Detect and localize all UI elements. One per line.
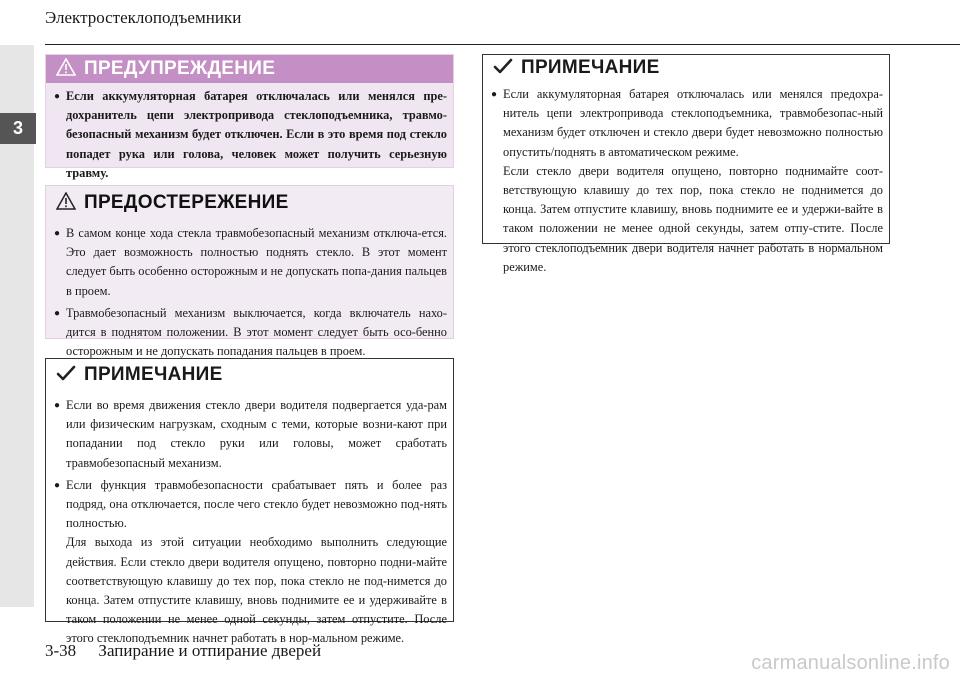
warning-item xyxy=(54,87,447,183)
caution-title: ПРЕДОСТЕРЕЖЕНИЕ xyxy=(84,192,289,213)
note-right-item-text: ● Если аккумуляторная батарея отключалась или менялся предохра-нитель цепи электропривода стеклоподъемника, травмобезопас-ный механизм будет отключен и стекло двери будет невозможно полностью опустить/поднять в автоматическом режиме. xyxy=(503,87,883,159)
note-right-item xyxy=(491,85,883,277)
note-box-left xyxy=(45,358,454,646)
note-left-item-text: ● Если во время движения стекло двери водителя подвергается уда-рам или физическим нагрузкам, сходным с теми, которые возни-кают при попадании под стекло руки или головы, может сработать травмобезопасный механизм. xyxy=(66,398,447,470)
page-number: 3-38 xyxy=(45,641,77,660)
warning-box xyxy=(45,54,454,180)
watermark-text: carmanualsonline.info xyxy=(751,652,950,674)
note-box-right xyxy=(482,54,890,274)
section-title: Запирание и отпирание дверей xyxy=(98,641,322,660)
pencil-note-icon xyxy=(56,364,76,387)
warning-triangle-icon xyxy=(56,58,76,81)
note-right-title: ПРИМЕЧАНИЕ xyxy=(521,57,660,78)
note-left-item-text: Для выхода из этой ситуации необходимо выполнить следующие действия. Если стекло двери водителя опущено, повторно подни-майте соответствующую клавишу до тех пор, пока стекло не под-нимется до конца. Затем отпустите клавишу, вновь поднимите ее и удерживайте в таком положении не менее одной секунды, затем отпустите. После этого стеклоподъемник начнет работать в нор-мальном режиме. xyxy=(66,535,447,646)
note-left-title: ПРИМЕЧАНИЕ xyxy=(84,364,223,385)
note-left-item xyxy=(54,396,447,473)
caution-item-text: ● Травмобезопасный механизм выключается, когда включатель нахо-дится в поднятом положении. В этот момент следует быть осо-бенно осторожным и не допускать попадания пальцев в проем. xyxy=(66,305,447,359)
note-left-item-text: ● Если функция травмобезопасности срабатывает пять и более раз подряд, она отключается, после чего стекло будет невозможно под-нять полностью. xyxy=(66,477,447,531)
caution-triangle-icon xyxy=(56,192,76,215)
pencil-note-icon xyxy=(493,57,513,80)
page-footer xyxy=(45,641,339,661)
note-left-item xyxy=(54,476,447,649)
warning-header xyxy=(46,55,453,83)
chapter-number-badge: 3 xyxy=(0,113,36,144)
caution-header xyxy=(46,186,453,220)
page-header-title: Электростеклоподъемники xyxy=(45,8,242,27)
warning-item-text: ● Если аккумуляторная батарея отключалась или менялся пре-дохранитель цепи электропривода стеклоподъемника, травмо-безопасный механизм будет отключен. Если в это время под стекло попадет рука или голова, человек может получить серьезную травму. xyxy=(66,89,447,180)
warning-title: ПРЕДУПРЕЖДЕНИЕ xyxy=(84,58,276,79)
caution-item xyxy=(54,304,447,362)
note-right-header xyxy=(483,55,889,81)
caution-item-text: ● В самом конце хода стекла травмобезопасный механизм отключа-ется. Это дает возможность полностью поднять стекло. В этот момент следует быть особенно осторожным и не допускать попа-дания пальцев в проем. xyxy=(66,226,447,298)
caution-item xyxy=(54,224,447,301)
note-right-item-text: Если стекло двери водителя опущено, повторно поднимайте соот-ветствующую клавишу до тех пор, пока стекло не поднимется до конца. Затем отпустите клавишу, вновь поднимите ее и удержи-вайте в таком положении не менее одной секунды, затем отпу-стите. После этого стеклоподъемник двери водителя начнет работать в нормальном режиме. xyxy=(503,163,883,274)
caution-box xyxy=(45,185,454,359)
note-left-header xyxy=(46,359,453,392)
header-divider xyxy=(45,44,960,45)
